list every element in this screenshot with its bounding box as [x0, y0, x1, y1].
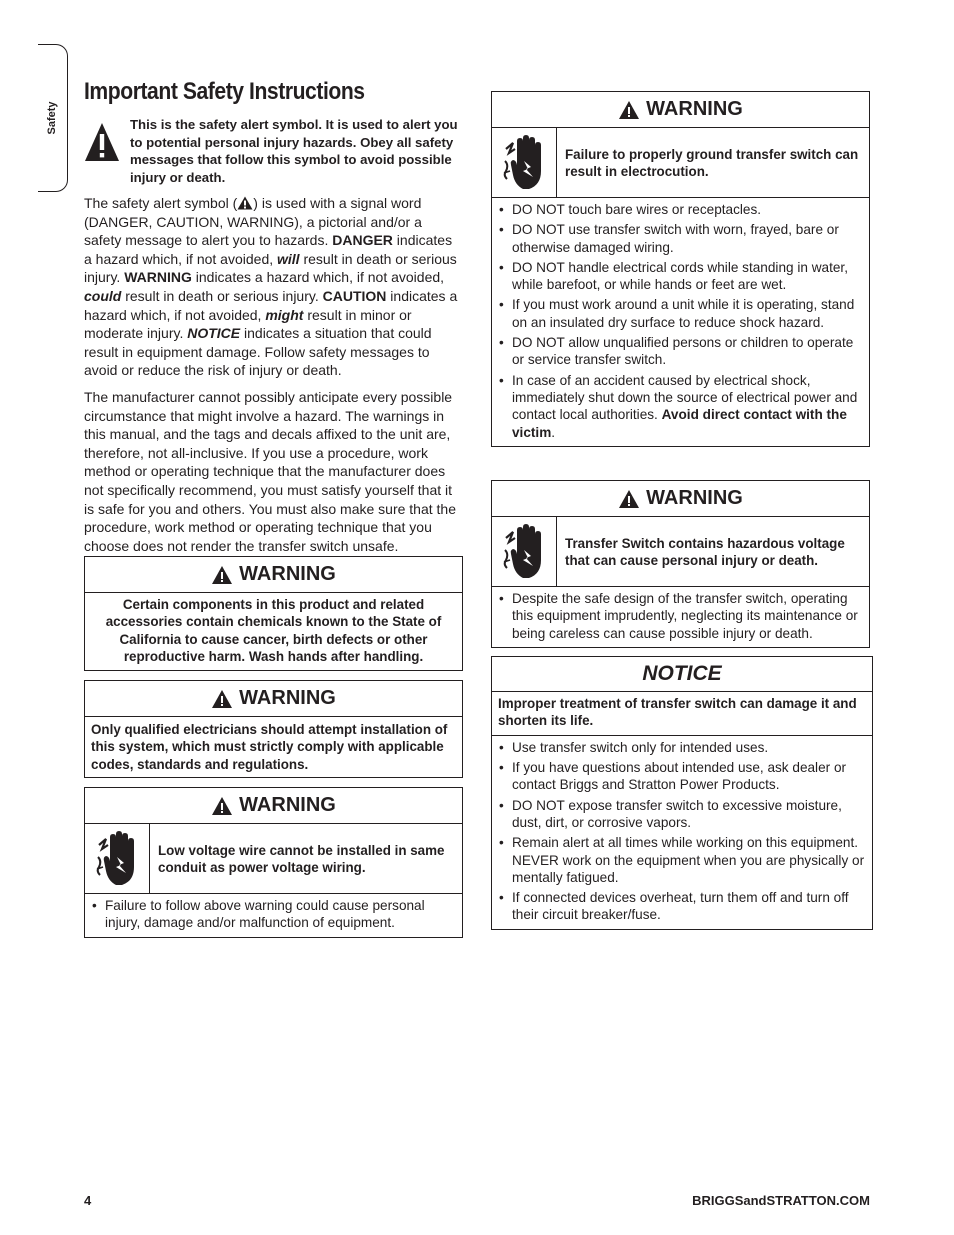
warning-label: WARNING	[646, 487, 743, 509]
warning-header	[85, 681, 462, 717]
warning-header	[492, 92, 869, 128]
warning-triangle-icon	[211, 796, 233, 816]
warning-triangle-icon	[618, 489, 640, 509]
list-item: • DO NOT expose transfer switch to excessive moisture, dust, dirt, or corrosive vapors.	[498, 797, 866, 832]
might-term: might	[265, 306, 304, 323]
warning-label: WARNING	[239, 687, 336, 709]
list-item: • DO NOT use transfer switch with worn, frayed, bare or otherwise damaged wiring.	[498, 221, 863, 256]
prop65-message: Certain components in this product and related accessories contain chemicals known to the State of California to cause cancer, birth defects or other reproductive harm. Wash hands after handling.	[105, 597, 442, 665]
para-text: indicates a hazard which, if not avoided,	[191, 269, 445, 286]
list-item: • DO NOT handle electrical cords while standing in water, while barefoot, or while hands or feet are wet.	[498, 259, 863, 294]
shock-hazard-row	[85, 824, 462, 894]
hazardous-voltage-message: Transfer Switch contains hazardous voltage that can cause personal injury or death.	[565, 535, 845, 568]
warning-box-hazardous-voltage	[491, 480, 870, 648]
electric-shock-hand-icon	[492, 128, 557, 197]
list-item: • DO NOT touch bare wires or receptacles.	[498, 201, 863, 218]
page-number: 4	[84, 1193, 92, 1208]
caution-term: CAUTION	[322, 287, 387, 304]
notice-bullets	[492, 736, 872, 929]
list-item: • If you have questions about intended use, ask dealer or contact Briggs and Stratton Power Products.	[498, 759, 866, 794]
shock-hazard-row	[492, 517, 869, 587]
warning-header	[492, 481, 869, 517]
para-text: result in minor or moderate injury.	[84, 306, 412, 342]
warning-box-prop65	[84, 556, 463, 671]
shock-hazard-row	[492, 128, 869, 198]
safety-alert-intro	[84, 116, 462, 186]
low-voltage-message: Low voltage wire cannot be installed in same conduit as power voltage wiring.	[158, 842, 445, 875]
will-term: will	[277, 250, 300, 267]
list-item: • Failure to follow above warning could cause personal injury, damage and/or malfunction of equipment.	[91, 897, 456, 932]
section-tab-label: Safety	[46, 101, 58, 135]
notice-term: NOTICE	[187, 325, 241, 342]
para-text: indicates a hazard which, if not avoided,	[84, 287, 458, 323]
safety-alert-intro-text: This is the safety alert symbol. It is used to alert you to potential personal injury hazards. Obey all safety messages that follow this symbol to avoid possible injury or death.	[130, 117, 458, 185]
para-text: The safety alert symbol (	[84, 195, 238, 211]
could-term: could	[84, 287, 122, 304]
electricians-message: Only qualified electricians should attempt installation of this system, which must strictly comply with applicable codes, standards and regulations.	[91, 722, 448, 772]
electric-shock-hand-icon	[85, 824, 150, 893]
warning-header	[85, 788, 462, 824]
warning-label: WARNING	[239, 563, 336, 585]
warning-box-low-voltage	[84, 787, 463, 938]
ground-bullets	[492, 198, 869, 446]
list-item: • If you must work around a unit while it is operating, stand on an insulated dry surface to reduce shock hazard.	[498, 296, 863, 331]
ground-message: Failure to properly ground transfer switch can result in electrocution.	[565, 146, 859, 179]
electric-shock-hand-icon	[492, 517, 557, 586]
notice-box	[491, 656, 873, 930]
para-text: indicates a hazard which, if not avoided,	[84, 232, 453, 267]
notice-header: NOTICE	[492, 657, 872, 692]
bullet-end: .	[551, 424, 556, 440]
page-title: Important Safety Instructions	[84, 78, 365, 105]
bullet-emphasis: Avoid direct contact with the victim	[512, 407, 847, 440]
list-item: • Use transfer switch only for intended uses.	[498, 739, 866, 756]
list-item	[498, 372, 863, 441]
warning-triangle-icon	[211, 565, 233, 585]
warning-box-ground	[491, 91, 870, 447]
para-text: ) is used with a signal word (DANGER, CAUTION, WARNING), a pictorial and/or a safety message to alert you to hazards.	[84, 195, 422, 249]
warning-triangle-icon	[211, 689, 233, 709]
warning-term: WARNING	[124, 269, 192, 286]
warning-label: WARNING	[646, 98, 743, 120]
list-item: • DO NOT allow unqualified persons or children to operate or service transfer switch.	[498, 334, 863, 369]
bullet-text: In case of an accident caused by electrical shock, immediately shut down the source of electrical power and contact local authorities.	[512, 372, 858, 423]
left-column	[84, 78, 462, 555]
list-item: • If connected devices overheat, turn them off and turn off their circuit breaker/fuse.	[498, 889, 866, 924]
warning-box-electricians	[84, 680, 463, 778]
notice-message: Improper treatment of transfer switch can damage it and shorten its life.	[492, 692, 872, 736]
manufacturer-paragraph: The manufacturer cannot possibly anticipate every possible circumstance that might involve a hazard. The warnings in this manual, and the tags and decals affixed to the unit are, therefore, not all-inclusive. If you use a procedure, work method or operating technique that the manufacturer does not specifically recommend, you must satisfy yourself that it is safe for you and others. You must also make sure that the procedure, work method or operating technique that you choose does not render the transfer switch unsafe.	[84, 388, 456, 554]
website-link[interactable]: BRIGGSandSTRATTON.COM	[692, 1193, 870, 1208]
para-text: result in death or serious injury.	[121, 287, 323, 304]
safety-alert-icon	[84, 116, 124, 186]
signal-word-paragraph	[84, 194, 462, 380]
warning-triangle-icon	[618, 100, 640, 120]
hazardous-voltage-bullets	[492, 587, 869, 647]
danger-term: DANGER	[332, 232, 393, 249]
low-voltage-bullets	[85, 894, 462, 937]
list-item: • Despite the safe design of the transfer switch, operating this equipment imprudently, neglecting its maintenance or being careless can cause possible injury or death.	[498, 590, 863, 642]
inline-alert-icon	[237, 196, 253, 210]
warning-label: WARNING	[239, 794, 336, 816]
list-item: • Remain alert at all times while working on this equipment. NEVER work on the equipment when you are physically or mentally fatigued.	[498, 834, 866, 886]
warning-header	[85, 557, 462, 593]
para-text: result in death or serious injury.	[84, 250, 457, 286]
para-text: indicates a situation that could result in equipment damage. Follow safety messages to avoid or reduce the risk of injury or death.	[84, 325, 432, 379]
